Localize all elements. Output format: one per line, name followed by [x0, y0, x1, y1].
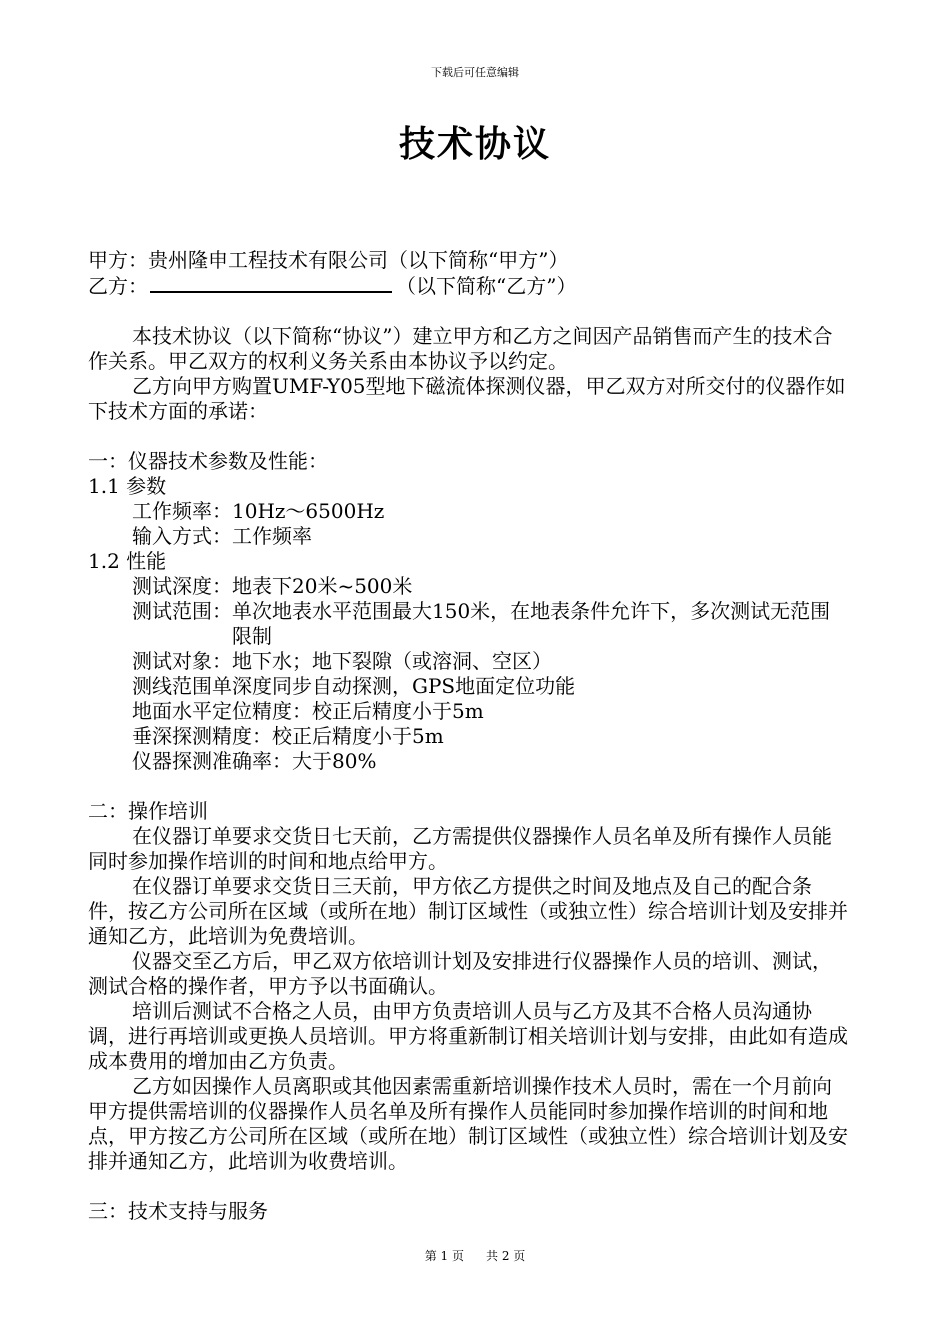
spacer — [88, 774, 850, 799]
party-b-blank-underline — [150, 273, 392, 293]
perf-target: 测试对象：地下水；地下裂隙（或溶洞、空区） — [132, 649, 552, 673]
spacer — [88, 1174, 850, 1199]
training-paragraph-4: 培训后测试不合格之人员，由甲方负责培训人员与乙方及其不合格人员沟通协调，进行再培训或更换人员培训。甲方将重新制订相关培训计划与安排，由此如有造成成本费用的增加由乙方负责。 — [88, 999, 848, 1073]
intro-paragraph-2: 乙方向甲方购置UMF-Y05型地下磁流体探测仪器，甲乙双方对所交付的仪器作如下技术方面的承诺： — [88, 374, 846, 423]
training-paragraph-3: 仪器交至乙方后，甲乙双方依培训计划及安排进行仪器操作人员的培训、测试，测试合格的操作者，甲方予以书面确认。 — [88, 949, 832, 998]
perf-depth: 测试深度：地表下20米~500米 — [132, 574, 413, 598]
spacer — [88, 299, 850, 324]
section2-heading: 二：操作培训 — [88, 799, 208, 823]
section1-heading: 一：仪器技术参数及性能： — [88, 449, 328, 473]
section1-1-heading: 1.1 参数 — [88, 474, 167, 498]
page-footer — [0, 1248, 950, 1264]
perf-range-value: 单次地表水平范围最大150米，在地表条件允许下，多次测试无范围限制 — [232, 599, 831, 648]
party-b-label: 乙方： — [88, 274, 148, 298]
document-body — [88, 248, 850, 1224]
party-a-line: 甲方：贵州隆申工程技术有限公司（以下简称“甲方”） — [88, 248, 569, 272]
perf-detection-rate: 仪器探测准确率：大于80% — [132, 749, 377, 773]
party-b-line — [88, 273, 850, 299]
party-b-suffix: （以下简称“乙方”） — [396, 274, 577, 298]
param-frequency: 工作频率：10Hz～6500Hz — [132, 499, 385, 523]
training-paragraph-5: 乙方如因操作人员离职或其他因素需重新培训操作技术人员时，需在一个月前向甲方提供需培训的仪器操作人员名单及所有操作人员能同时参加操作培训的时间和地点，甲方按乙方公司所在区域（或所在地）制订区域性（或独立性）综合培训计划及安排并通知乙方，此培训为收费培训。 — [88, 1074, 848, 1173]
perf-range-label: 测试范围： — [132, 599, 232, 623]
document-title: 技术协议 — [398, 123, 551, 165]
intro-paragraph-1: 本技术协议（以下简称“协议”）建立甲方和乙方之间因产品销售而产生的技术合作关系。甲乙双方的权利义务关系由本协议予以约定。 — [88, 324, 833, 373]
page-header-note: 下载后可任意编辑 — [431, 66, 519, 79]
spacer — [88, 424, 850, 449]
perf-range — [88, 599, 850, 649]
param-input-mode: 输入方式：工作频率 — [132, 524, 312, 548]
page-number: 第 1 页 — [424, 1249, 464, 1263]
training-paragraph-1: 在仪器订单要求交货日七天前，乙方需提供仪器操作人员名单及所有操作人员能同时参加操作培训的时间和地点给甲方。 — [88, 824, 832, 873]
perf-vertical-accuracy: 垂深探测精度：校正后精度小于5m — [132, 724, 444, 748]
perf-horizontal-accuracy: 地面水平定位精度：校正后精度小于5m — [132, 699, 484, 723]
section1-2-heading: 1.2 性能 — [88, 549, 167, 573]
training-paragraph-2: 在仪器订单要求交货日三天前，甲方依乙方提供之时间及地点及自己的配合条件，按乙方公司所在区域（或所在地）制订区域性（或独立性）综合培训计划及安排并通知乙方，此培训为免费培训。 — [88, 874, 848, 948]
page-total: 共 2 页 — [486, 1249, 526, 1263]
section3-heading: 三：技术支持与服务 — [88, 1199, 268, 1223]
perf-survey-line: 测线范围单深度同步自动探测，GPS地面定位功能 — [132, 674, 576, 698]
